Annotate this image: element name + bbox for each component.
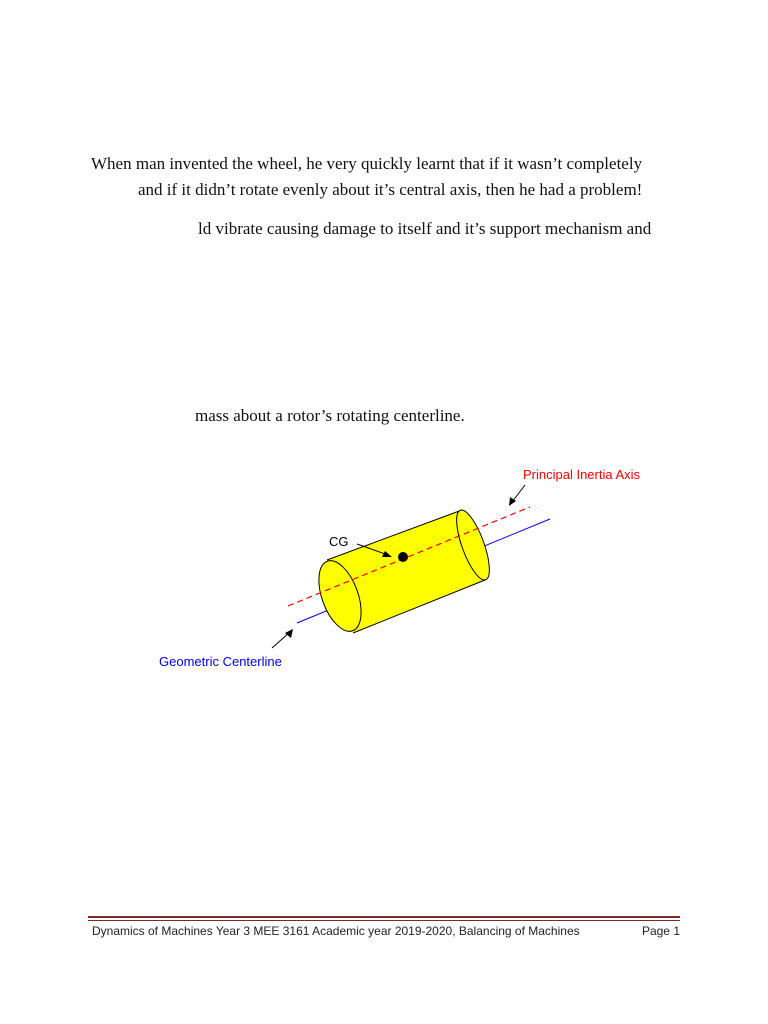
body-text-line-3: ld vibrate causing damage to itself and it’s support mechanism and: [198, 219, 652, 238]
cg-dot: [398, 552, 408, 562]
principal-axis-label: Principal Inertia Axis: [523, 467, 641, 482]
footer-page-number: Page 1: [641, 924, 680, 938]
geometric-arrowhead: [285, 629, 293, 638]
footer-course-info: Dynamics of Machines Year 3 MEE 3161 Academic year 2019-2020, Balancing of Machines: [92, 924, 580, 938]
principal-arrow: [512, 485, 525, 502]
body-text-line-1: When man invented the wheel, he very quickly learnt that if it wasn’t completely: [91, 154, 643, 173]
footer-rule-thick: [88, 916, 680, 918]
geometric-centerline-label: Geometric Centerline: [159, 654, 282, 669]
body-text-line-4: mass about a rotor’s rotating centerline.: [195, 406, 465, 425]
body-text-line-2: and if it didn’t rotate evenly about it’s central axis, then he had a problem!: [138, 180, 643, 199]
footer-rule-thin: [88, 920, 680, 921]
cg-label: CG: [329, 534, 349, 549]
rotor-diagram: [140, 455, 680, 685]
